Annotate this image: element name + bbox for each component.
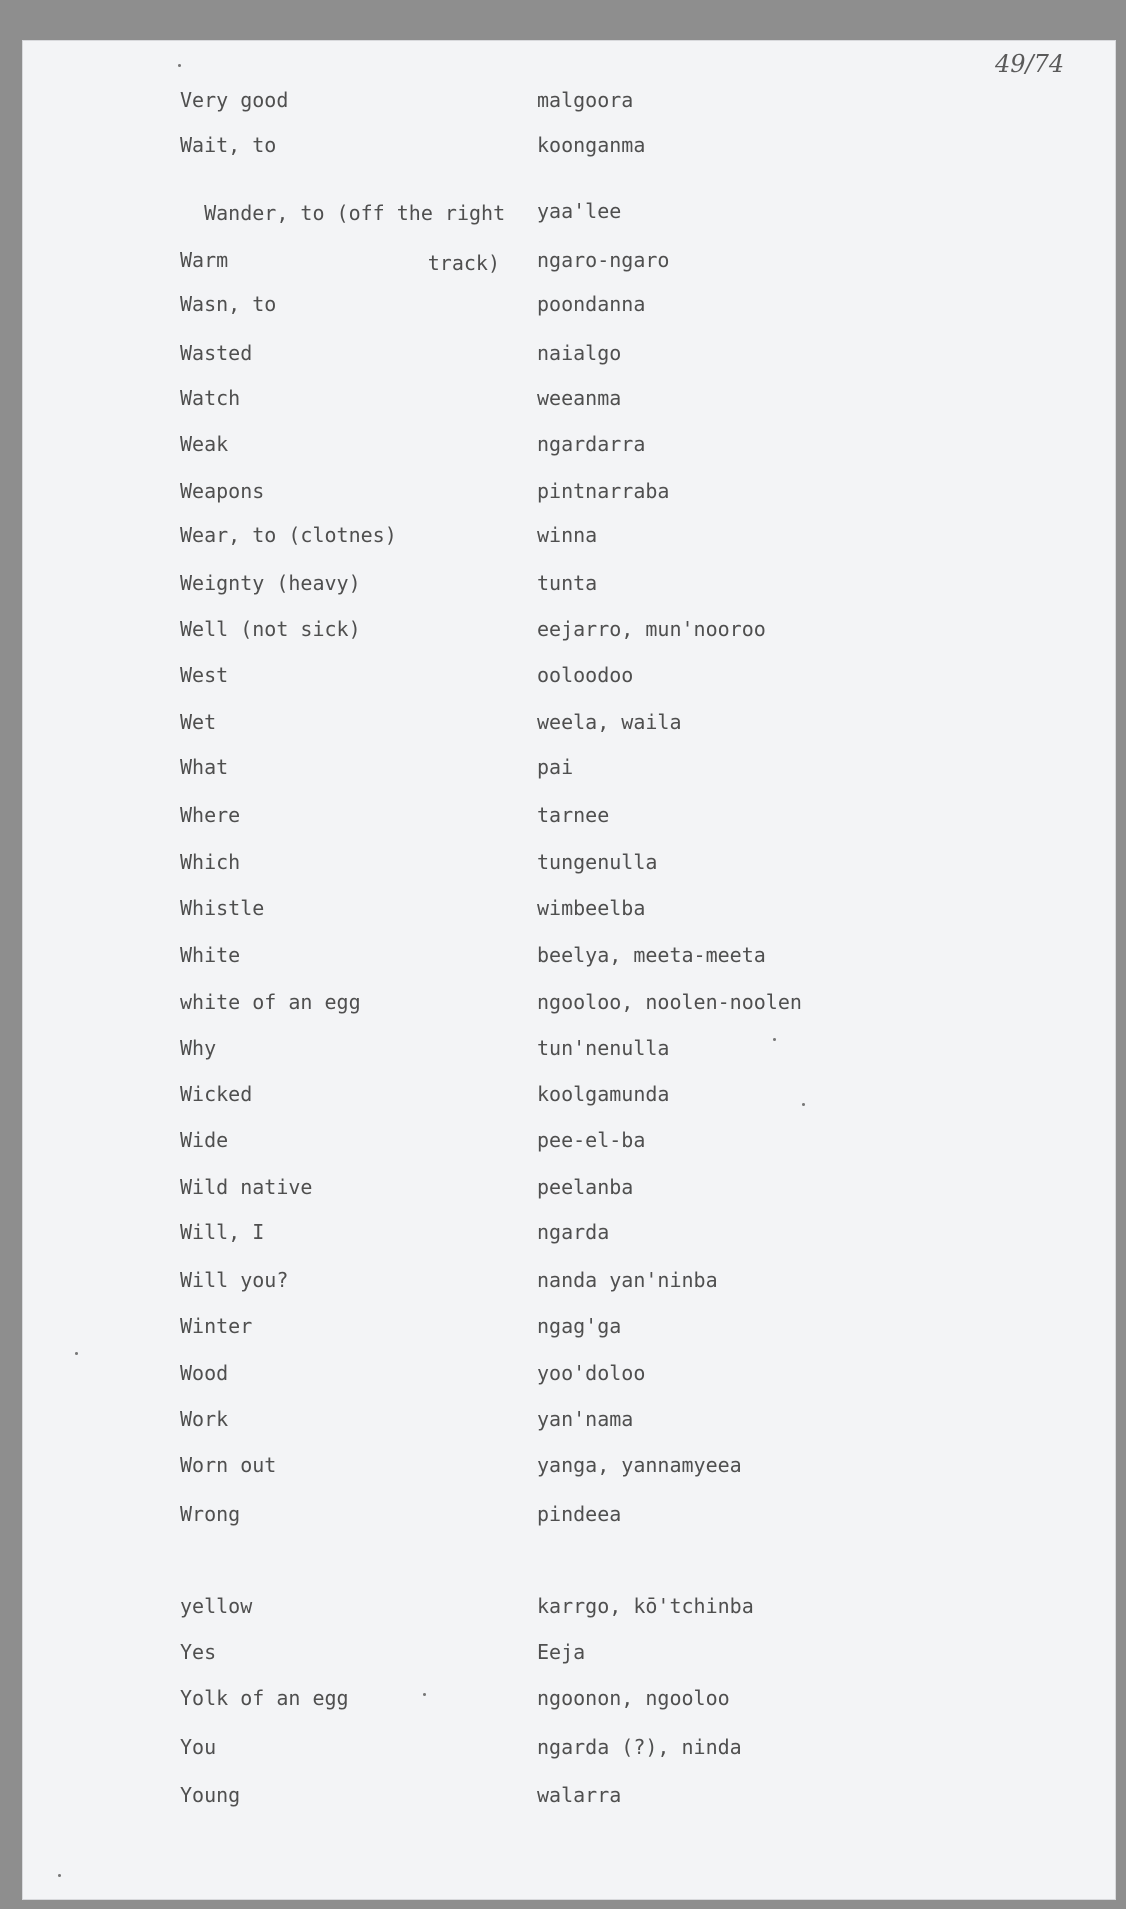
english-word: Which: [180, 850, 241, 874]
english-word: What: [180, 755, 229, 779]
english-word: Will you?: [180, 1268, 289, 1292]
english-word: Very good: [180, 88, 289, 112]
english-word: White: [180, 943, 241, 967]
english-word: Yolk of an egg: [180, 1686, 349, 1710]
aboriginal-word: koonganma: [537, 133, 646, 157]
english-word: Wicked: [180, 1082, 253, 1106]
english-word: Why: [180, 1036, 217, 1060]
paper-speck: [423, 1693, 426, 1696]
english-word-line-2: track): [427, 251, 500, 275]
aboriginal-word: ngardarra: [537, 432, 646, 456]
aboriginal-word: ngag'ga: [537, 1314, 622, 1338]
english-word: Winter: [180, 1314, 253, 1338]
english-word: yellow: [180, 1594, 253, 1618]
english-word-line-1: Wander, to (off the right: [204, 201, 506, 225]
english-word: Wear, to (clotnes): [180, 523, 397, 547]
aboriginal-word: beelya, meeta-meeta: [537, 943, 766, 967]
aboriginal-word: koolgamunda: [537, 1082, 670, 1106]
english-word: Wasted: [180, 341, 253, 365]
english-word: You: [180, 1735, 217, 1759]
aboriginal-word: Eeja: [537, 1640, 586, 1664]
english-word: West: [180, 663, 229, 687]
aboriginal-word: wimbeelba: [537, 896, 646, 920]
aboriginal-word: tungenulla: [537, 850, 658, 874]
aboriginal-word: tunta: [537, 571, 598, 595]
aboriginal-word: malgoora: [537, 88, 634, 112]
aboriginal-word: ngoonon, ngooloo: [537, 1686, 730, 1710]
english-word: Wait, to: [180, 133, 277, 157]
aboriginal-word: tun'nenulla: [537, 1036, 670, 1060]
paper-speck: [58, 1874, 61, 1877]
document-page: [22, 40, 1116, 1900]
english-word: Whistle: [180, 896, 265, 920]
aboriginal-word: yanga, yannamyeea: [537, 1453, 742, 1477]
aboriginal-word: poondanna: [537, 292, 646, 316]
aboriginal-word: ngarda: [537, 1220, 610, 1244]
english-word: Will, I: [180, 1220, 265, 1244]
english-word: Well (not sick): [180, 617, 361, 641]
aboriginal-word: naialgo: [537, 341, 622, 365]
paper-speck: [178, 64, 181, 67]
english-word: Warm: [180, 248, 229, 272]
english-word: Weak: [180, 432, 229, 456]
aboriginal-word: pintnarraba: [537, 479, 670, 503]
aboriginal-word: yoo'doloo: [537, 1361, 646, 1385]
aboriginal-word: weela, waila: [537, 710, 682, 734]
english-word: Wet: [180, 710, 217, 734]
aboriginal-word: tarnee: [537, 803, 610, 827]
aboriginal-word: ngooloo, noolen-noolen: [537, 990, 802, 1014]
aboriginal-word: ooloodoo: [537, 663, 634, 687]
paper-speck: [75, 1352, 78, 1355]
aboriginal-word: ngarda (?), ninda: [537, 1735, 742, 1759]
english-word: Weignty (heavy): [180, 571, 361, 595]
aboriginal-word: nanda yan'ninba: [537, 1268, 718, 1292]
english-word: Worn out: [180, 1453, 277, 1477]
english-word: Yes: [180, 1640, 217, 1664]
aboriginal-word: yaa'lee: [537, 199, 622, 223]
english-word: Wood: [180, 1361, 229, 1385]
aboriginal-word: pee-el-ba: [537, 1128, 646, 1152]
paper-speck: [802, 1103, 805, 1106]
english-word: [180, 176, 506, 301]
english-word: Young: [180, 1783, 241, 1807]
paper-speck: [773, 1038, 776, 1041]
english-word: Weapons: [180, 479, 265, 503]
english-word: Work: [180, 1407, 229, 1431]
english-word: Where: [180, 803, 241, 827]
aboriginal-word: weeanma: [537, 386, 622, 410]
english-word: Wrong: [180, 1502, 241, 1526]
english-word: white of an egg: [180, 990, 361, 1014]
aboriginal-word: walarra: [537, 1783, 622, 1807]
english-word: Wild native: [180, 1175, 313, 1199]
aboriginal-word: eejarro, mun'nooroo: [537, 617, 766, 641]
english-word: Wasn, to: [180, 292, 277, 316]
aboriginal-word: peelanba: [537, 1175, 634, 1199]
aboriginal-word: yan'nama: [537, 1407, 634, 1431]
aboriginal-word: ngaro-ngaro: [537, 248, 670, 272]
aboriginal-word: winna: [537, 523, 598, 547]
aboriginal-word: pindeea: [537, 1502, 622, 1526]
aboriginal-word: karrgo, kō'tchinba: [537, 1594, 754, 1618]
english-word: Watch: [180, 386, 241, 410]
english-word: Wide: [180, 1128, 229, 1152]
aboriginal-word: pai: [537, 755, 574, 779]
page-number: 49/74: [995, 50, 1065, 78]
